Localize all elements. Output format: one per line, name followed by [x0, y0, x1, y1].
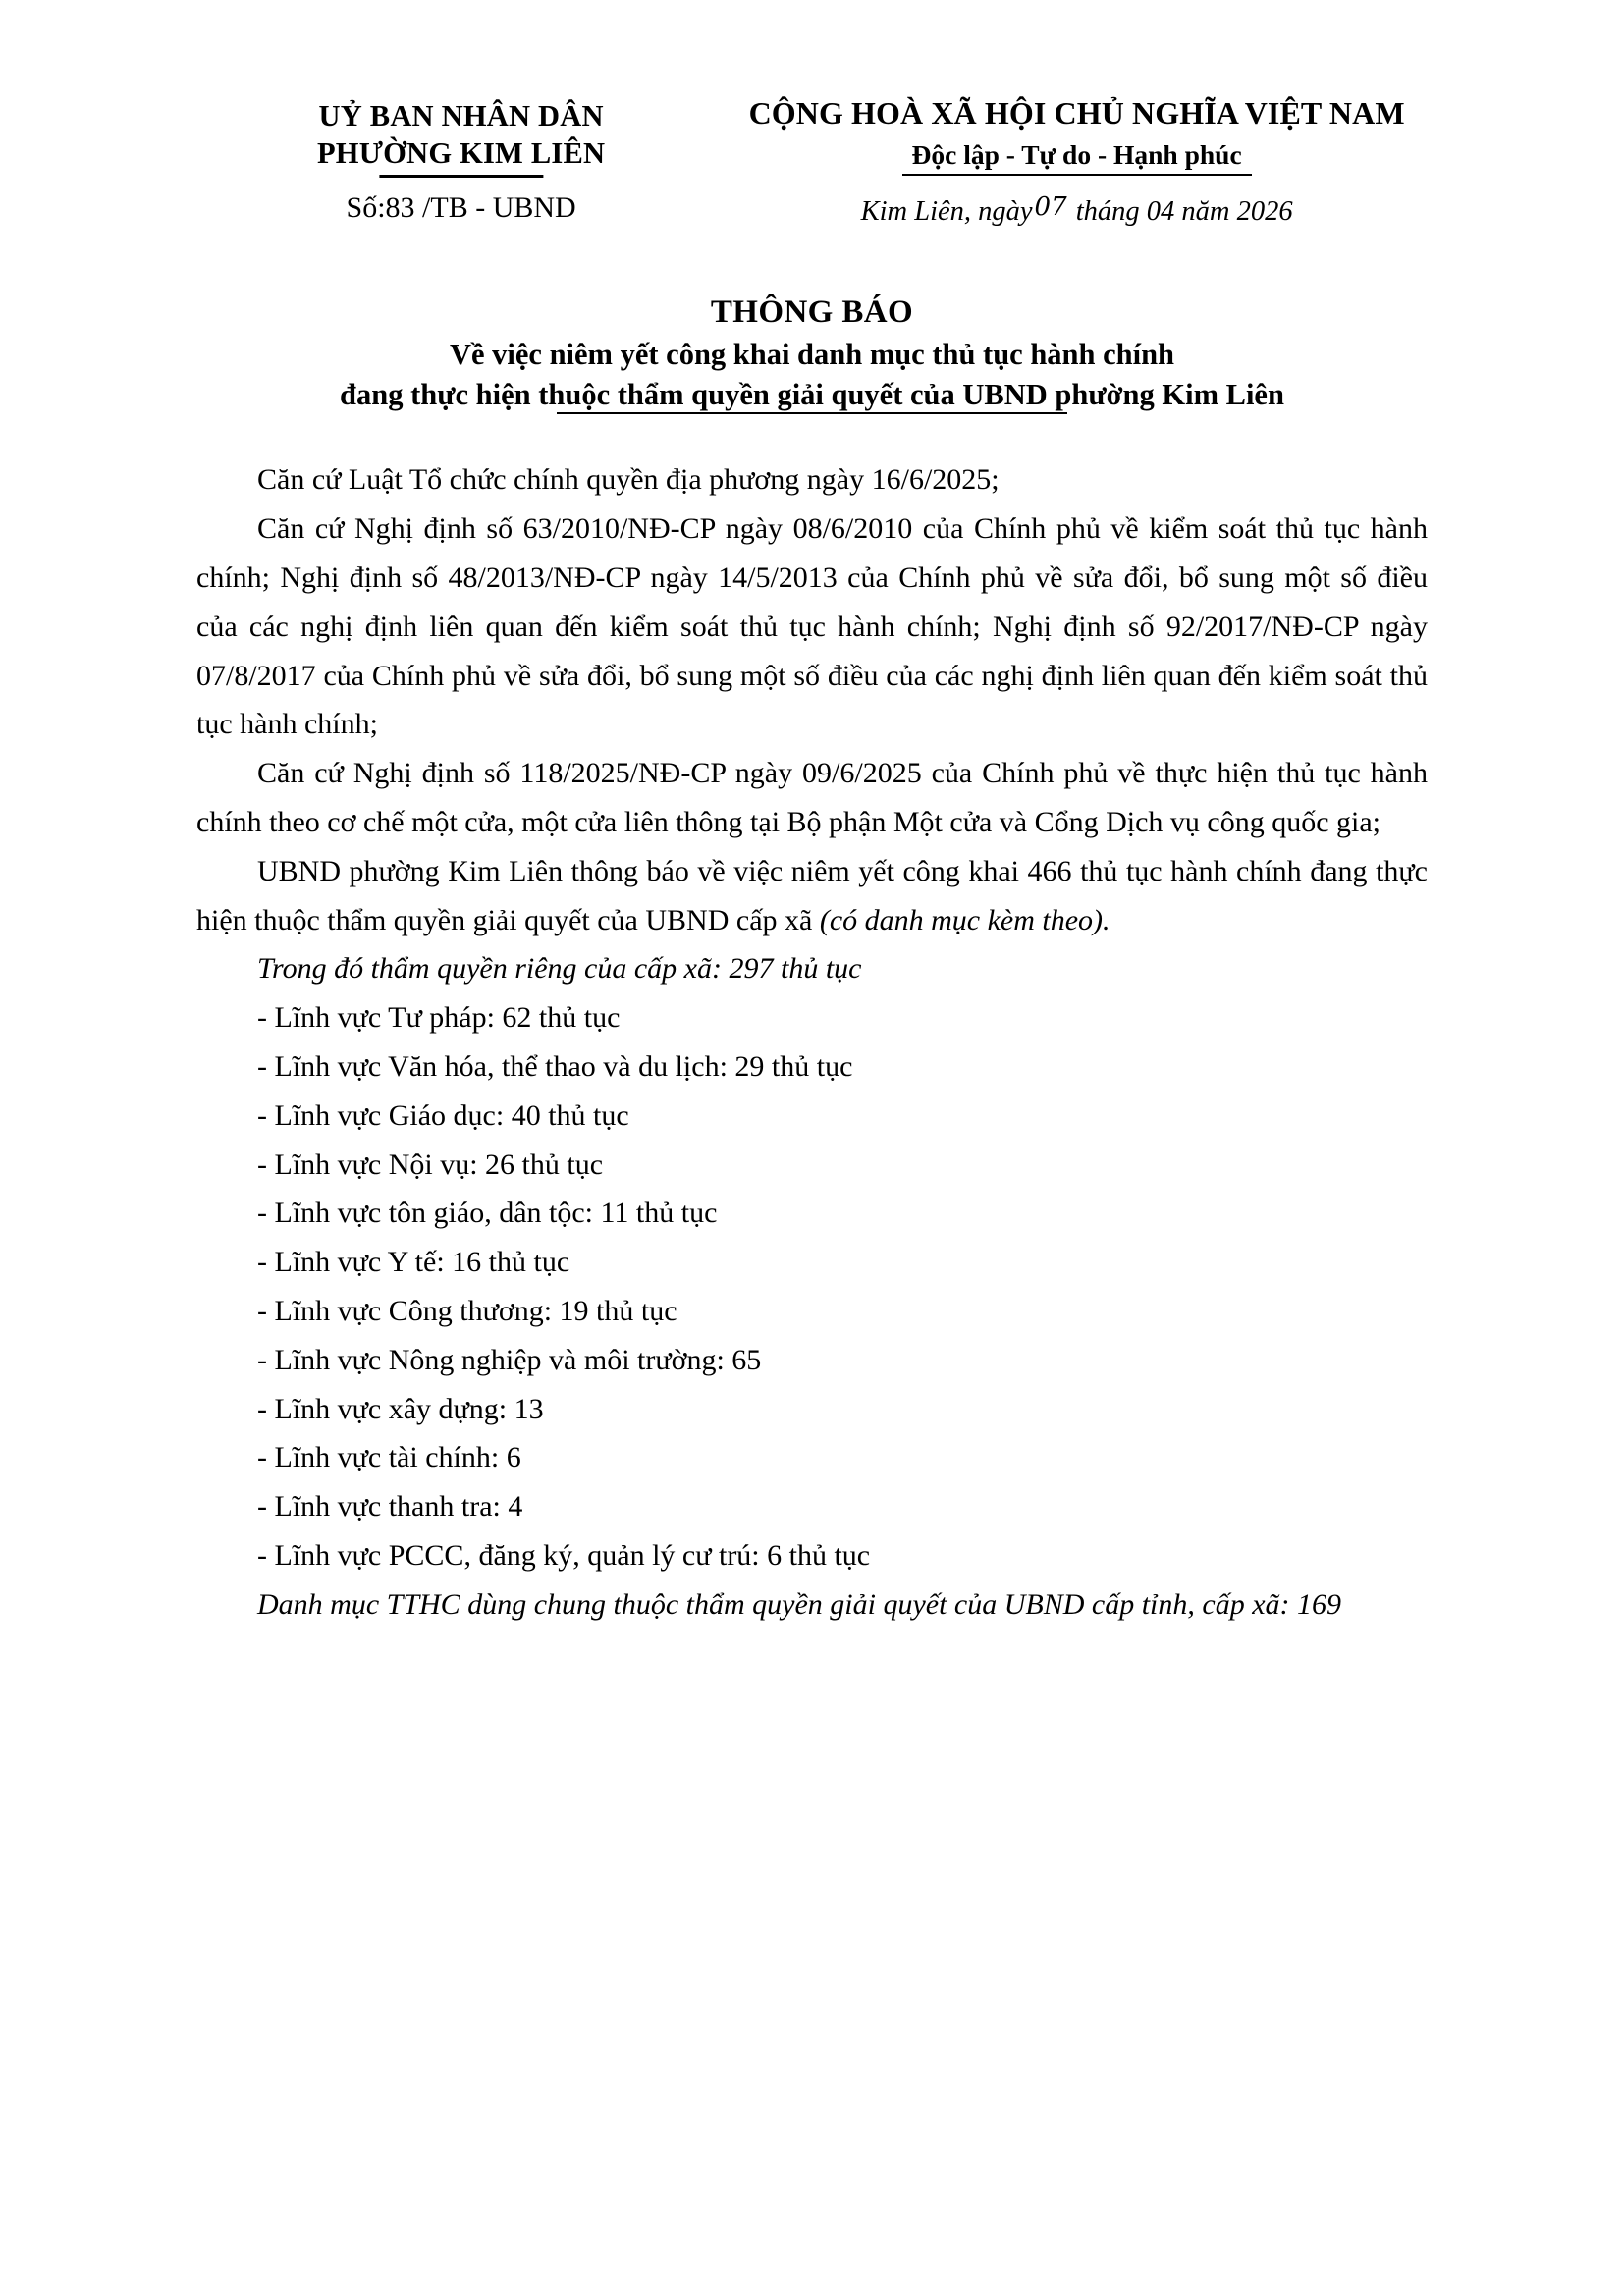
legal-basis-paragraph-1: Căn cứ Luật Tổ chức chính quyền địa phương ngày 16/6/2025;: [257, 463, 1000, 497]
announcement-paragraph: [196, 847, 1428, 945]
document-sheet: [196, 94, 1428, 1629]
subtitle-underline-rule: [557, 412, 1066, 414]
announcement-attachment-note: (có danh mục kèm theo).: [819, 903, 1110, 936]
issuing-authority-block: [196, 94, 726, 227]
list-item: - Lĩnh vực Giáo dục: 40 thủ tục: [257, 1098, 629, 1132]
list-item: - Lĩnh vực tài chính: 6: [257, 1441, 521, 1474]
list-item: - Lĩnh vực xây dựng: 13: [257, 1392, 544, 1425]
shared-list-closing-paragraph: Danh mục TTHC dùng chung thuộc thẩm quyền giải quyết của UBND cấp tỉnh, cấp xã: 169: [257, 1587, 1342, 1621]
list-item: - Lĩnh vực PCCC, đăng ký, quản lý cư trú: 6 thủ tục: [257, 1538, 871, 1572]
national-title: CỘNG HOÀ XÃ HỘI CHỦ NGHĨA VIỆT NAM: [748, 95, 1405, 131]
national-heading-block: [726, 94, 1428, 230]
motto-underline-rule: [902, 174, 1252, 176]
document-title-block: [196, 291, 1428, 414]
organization-underline-rule: [379, 175, 543, 177]
organization-name-line2-wrap: [317, 135, 605, 173]
list-item: - Lĩnh vực tôn giáo, dân tộc: 11 thủ tục: [257, 1197, 718, 1230]
announcement-text: UBND phường Kim Liên thông báo về việc niêm yết công khai 466 thủ tục hành chính đang thực hiện thuộc thẩm quyền giải quyết của UBND cấp xã: [196, 854, 1428, 936]
document-number: Số:83 /TB - UBND: [346, 190, 576, 224]
organization-name-line2: PHƯỜNG KIM LIÊN: [316, 135, 606, 170]
list-item: - Lĩnh vực Tư pháp: 62 thủ tục: [257, 1001, 621, 1035]
place-and-date: [726, 193, 1428, 230]
administrative-field-list: [196, 993, 1428, 1580]
legal-basis-paragraph-3: Căn cứ Nghị định số 118/2025/NĐ-CP ngày 09/6/2025 của Chính phủ về thực hiện thủ tục hành chính theo cơ chế một cửa, một cửa liên thông tại Bộ phận Một cửa và Cổng Dịch vụ công quốc gia;: [196, 757, 1428, 838]
organization-name-line1: UỶ BAN NHÂN DÂN: [318, 99, 604, 133]
own-authority-subheading: Trong đó thẩm quyền riêng của cấp xã: 297 thủ tục: [257, 952, 862, 986]
place-date-prefix: Kim Liên, ngày: [860, 196, 1033, 228]
list-item: - Lĩnh vực thanh tra: 4: [257, 1490, 523, 1523]
document-body: [196, 455, 1428, 1629]
national-motto: Độc lập - Tự do - Hạnh phúc: [911, 138, 1242, 170]
list-item: - Lĩnh vực Nông nghiệp và môi trường: 65: [257, 1343, 762, 1376]
legal-basis-paragraph-2: Căn cứ Nghị định số 63/2010/NĐ-CP ngày 08/6/2010 của Chính phủ về kiểm soát thủ tục hành chính; Nghị định số 48/2013/NĐ-CP ngày 14/5/2013 của Chính phủ về sửa đổi, bổ sung một số điều của các nghị định liên quan đến kiểm soát thủ tục hành chính; Nghị định số 92/2017/NĐ-CP ngày 07/8/2017 của Chính phủ về sửa đổi, bổ sung một số điều của các nghị định liên quan đến kiểm soát thủ tục hành chính;: [196, 512, 1428, 741]
page-title: THÔNG BÁO: [710, 294, 914, 331]
date-day-value: 07: [1034, 192, 1067, 223]
list-item: - Lĩnh vực Công thương: 19 thủ tục: [257, 1294, 677, 1327]
list-item: - Lĩnh vực Văn hóa, thể thao và du lịch: 29 thủ tục: [257, 1049, 853, 1083]
document-header: [196, 94, 1428, 230]
document-subtitle-line2-wrap: [340, 375, 1284, 415]
place-date-suffix: tháng 04 năm 2026: [1075, 196, 1293, 228]
document-subtitle-line1: Về việc niêm yết công khai danh mục thủ tục hành chính: [449, 337, 1175, 371]
document-subtitle-line2: đang thực hiện thuộc thẩm quyền giải quyết của UBND phường Kim Liên: [340, 377, 1284, 411]
national-motto-wrap: [912, 137, 1242, 173]
list-item: - Lĩnh vực Y tế: 16 thủ tục: [257, 1246, 570, 1279]
list-item: - Lĩnh vực Nội vụ: 26 thủ tục: [257, 1148, 604, 1181]
